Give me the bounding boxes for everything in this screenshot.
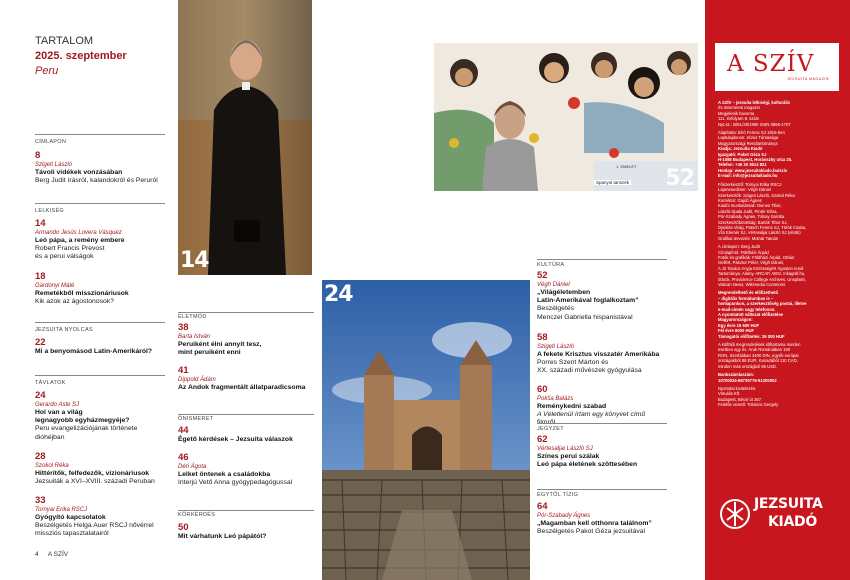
publisher-logo-text1: JEZSUITA xyxy=(754,496,823,512)
impressum-line: Laptulajdonos: Jézus Társasága xyxy=(718,135,779,141)
impressum-line: Vízi Elemér SJ, Vértesaljai László SJ (elnök) xyxy=(718,230,801,236)
impressum-line: E-mail: info@jezsuitakiado.hu xyxy=(718,173,778,179)
impressum-line: Megrendelhető és előfizethető xyxy=(718,290,779,296)
impressum-line: Vatican News, Wikimedia Commons xyxy=(718,282,786,287)
section-onismeret: ÖNISMERET xyxy=(178,416,214,422)
article-subtitle: filmről xyxy=(537,419,556,427)
impressum-line: Tartománya, Alamy, ARCAP, ABSI, Inkagráf.hu, xyxy=(718,271,806,277)
toc-entry-60[interactable] xyxy=(537,384,677,428)
article-subtitle: Porres Szent Márton és xyxy=(537,359,609,367)
impressum-line: esetben egy év. Áruk Romániában 190 xyxy=(718,347,791,353)
article-title: Remetékből misszionáriusok xyxy=(35,290,129,297)
article-subtitle: Beszélgetés Pakot Géza jezsuitával xyxy=(537,528,646,536)
impressum-line: László-Spala Judit, Pintér Klára, xyxy=(718,208,778,214)
impressum-line: Főszerkesztő: Tornyai Erika RSCJ xyxy=(718,181,782,187)
page-number: 52 xyxy=(537,270,548,281)
article-title: Lelket öntenek a családokba xyxy=(178,471,271,478)
impressum-line: Fél évre 8000 HUF xyxy=(718,328,755,334)
publisher-logo xyxy=(720,494,840,540)
article-title: „Magamban kell otthonra találnom” xyxy=(537,520,652,527)
photo-priest xyxy=(178,0,312,275)
article-subtitle: missziós tapasztalatairól xyxy=(35,530,109,538)
impressum-line: Pór-Szabady Ágnes, Tolnay Sarolta xyxy=(718,214,785,220)
article-title: Latin-Amerikával foglalkoztam” xyxy=(537,297,639,305)
article-title: Leó pápa életének szöttesében xyxy=(537,461,638,469)
article-title: Égető kérdések – Jezsuita válaszok xyxy=(178,436,293,443)
article-title: Peruiként élni annyit tesz, xyxy=(178,341,262,348)
article-author: Gerardo Aste SJ xyxy=(35,402,80,408)
toc-entry-22[interactable] xyxy=(35,337,175,356)
photo-page-number: 24 xyxy=(324,282,353,307)
section-tavlatok: TÁVLATOK xyxy=(35,380,66,386)
mural-illustration xyxy=(434,43,698,191)
impressum-line: Nyomdai kivitelezés: xyxy=(718,385,757,391)
impressum-line: Virtuális Kft. xyxy=(718,391,741,397)
page-number: 24 xyxy=(35,390,46,401)
page-number: 38 xyxy=(178,322,189,333)
toc-entry-62[interactable] xyxy=(537,434,677,469)
toc-entry-46[interactable] xyxy=(178,452,318,487)
toc-entry-38[interactable] xyxy=(178,322,318,357)
impressum-line: iStock, Providence College Archives, Unsplash, xyxy=(718,276,806,282)
publisher-emblem-icon xyxy=(720,496,750,532)
page-number: 41 xyxy=(178,365,189,376)
page-number: 62 xyxy=(537,434,548,445)
article-subtitle: Beszélgetés Helga Auer RSCJ nővérrel xyxy=(35,522,154,530)
article-author: Pokša Balázs xyxy=(537,396,574,402)
page-number: 18 xyxy=(35,271,46,282)
page-number: 50 xyxy=(178,522,189,533)
footer xyxy=(35,551,68,558)
toc-entry-52[interactable] xyxy=(537,270,677,322)
page-number: 46 xyxy=(178,452,189,463)
page-number: 22 xyxy=(35,337,46,348)
toc-entry-14[interactable] xyxy=(35,218,175,262)
section-korkerdes: KÖRKÉRDÉS xyxy=(178,512,216,518)
article-title: A fekete Krisztus visszatér Amerikába xyxy=(537,351,660,358)
toc-entry-58[interactable] xyxy=(537,332,677,376)
impressum-line: A nyomtatott változat előfizetése xyxy=(718,312,783,318)
toc-entry-41[interactable] xyxy=(178,365,318,392)
article-author: Barta István xyxy=(178,334,211,340)
article-title: Mit várhatunk Leó pápától? xyxy=(178,533,267,540)
article-author: Vértesaljai László SJ xyxy=(537,446,593,452)
impressum-line: Támogatói előfizetés: 25 000 HUF xyxy=(718,333,785,339)
page-number: 14 xyxy=(35,218,46,229)
impressum-line: Bankszámlaszám: xyxy=(718,372,755,378)
page-number: 58 xyxy=(537,332,548,343)
sign-floor: 1. EMELET xyxy=(616,164,637,169)
sign-department: Spanyol tanszék xyxy=(596,180,630,185)
toc-heading: TARTALOM xyxy=(35,35,94,47)
article-subtitle: Jezsuiták a XVI–XVIII. századi Peruban xyxy=(35,478,155,486)
priest-illustration xyxy=(178,0,312,275)
impressum-line: Budapest, Bécsi út 267. xyxy=(718,396,763,402)
impressum-line: Szerkesztők: Szigeti László, Szokol Réka xyxy=(718,192,795,198)
article-author: Dippold Ádám xyxy=(178,377,216,383)
page-number: 28 xyxy=(35,451,46,462)
article-author: Szigeti László xyxy=(35,162,73,168)
article-subtitle: Beszélgetés xyxy=(537,305,575,313)
article-subtitle: Interjú Vető Anna gyógypedagógussal xyxy=(178,479,293,487)
impressum-line: Fotók és grafikák: Földházi Árpád, Orbán xyxy=(718,254,795,260)
impressum-line: Honlap: www.jezsuitakiado.hu/sziv xyxy=(718,167,788,173)
toc-entry-44[interactable] xyxy=(178,425,318,444)
toc-entry-24[interactable] xyxy=(35,390,175,442)
article-title: „Világéletemben xyxy=(537,289,591,296)
photo-page-number: 52 xyxy=(665,166,694,191)
article-title: Mi a benyomásod Latin-Amerikáról? xyxy=(35,348,153,355)
article-title: Reménykedni szabad xyxy=(537,403,607,410)
toc-entry-33[interactable] xyxy=(35,495,175,539)
article-subtitle: dióhéjban xyxy=(35,433,65,441)
issue-date: 2025. szeptember xyxy=(35,50,127,62)
impressum-line: Grafikai tervezés: Molnár Tamás xyxy=(718,235,778,241)
impressum-line: Kiadói munkatársak: Dienes Tibor, xyxy=(718,203,782,209)
impressum-line: Gellért, Pásztor Péter, Végh Dániel, xyxy=(718,260,785,266)
article-subtitle: Menczel Gabriella hispanistával xyxy=(537,313,633,321)
article-author: Gárdonyi Máté xyxy=(35,283,75,289)
masthead-sidebar xyxy=(705,0,850,580)
article-title: mint peruiként enni xyxy=(178,349,241,357)
church-illustration xyxy=(322,280,530,580)
article-author: Armando Jesús Lovera Vásquez xyxy=(35,230,122,236)
issue-theme: Peru xyxy=(35,65,59,77)
section-jezsuita-nyolcas: JEZSUITA NYOLCAS xyxy=(35,327,93,333)
article-author: Tornyai Erika RSCJ xyxy=(35,507,88,513)
impressum-line: Megjelenik havonta xyxy=(718,110,755,116)
impressum-line: Alapította: Bíró Ferenc SJ 1915-ben xyxy=(718,130,785,136)
impressum-line: Nyt.sz.: B/EL/39/1990 ISSN 0866-1707 xyxy=(718,121,791,127)
logo-box xyxy=(715,43,839,91)
impressum-line: A Jó Tanács Anyja Közösségért Ágoston rendi xyxy=(718,265,804,271)
section-lelkiseg: LELKISÉG xyxy=(35,208,64,214)
impressum-line: Telefon: +36 30 3814 821 xyxy=(718,162,767,168)
page-number: 8 xyxy=(35,150,41,161)
impressum-line: A külföldi megrendelések időtartama minden xyxy=(718,342,801,348)
impressum-line: Szerkesztőbizottság: Bartók Tibor SJ, xyxy=(718,219,788,225)
article-title: Az Andok fragmentált állatparadicsoma xyxy=(178,384,306,391)
impressum xyxy=(718,100,846,408)
article-subtitle: és a perui válságok xyxy=(35,253,94,261)
article-subtitle: Kik azok az ágostonosok? xyxy=(35,298,114,306)
impressum-line: minden más országból 95 USD. xyxy=(718,363,778,369)
impressum-line: Magyarországi Rendtartománya xyxy=(718,140,778,146)
magazine-tagline: JEZSUITA MAGAZIN xyxy=(787,77,829,81)
toc-entry-8[interactable] xyxy=(35,150,175,185)
article-author: Szokol Réka xyxy=(35,463,69,469)
article-title: legnagyobb egyházmegyéje? xyxy=(35,417,130,425)
article-subtitle: A Véletlenül írtam egy könyvet című xyxy=(537,411,646,419)
page-number: 60 xyxy=(537,384,548,395)
page-number: 64 xyxy=(537,501,548,512)
impressum-line: Igazgató: Pakot Géza SJ xyxy=(718,151,767,157)
section-cimlapon: CÍMLAPON xyxy=(35,139,67,145)
impressum-line: honlapunkon, a szerkesztőség postai, illetve xyxy=(718,301,807,307)
article-title: Hol van a világ xyxy=(35,409,83,416)
impressum-line: Felelős vezető: Tolonics Gergely xyxy=(718,402,779,408)
section-eletmod: ÉLETMÓD xyxy=(178,314,207,320)
impressum-line: Címlapfotó: Földházi Árpád xyxy=(718,249,769,255)
impressum-line: Korrektor: Gajdó Ágnes xyxy=(718,197,762,203)
page-number: 33 xyxy=(35,495,46,506)
impressum-line: Kiadja: Jezsuita Kiadó xyxy=(718,146,763,152)
article-subtitle: XX. századi művészek gyógyulása xyxy=(537,367,642,375)
article-subtitle: Robert Francis Prevost xyxy=(35,245,105,253)
impressum-line: 111. évfolyam 9. szám xyxy=(718,116,760,122)
article-author: Szigeti László xyxy=(537,344,575,350)
impressum-line: Magyarországon: xyxy=(718,317,753,323)
impressum-line: – digitális formátumban is – xyxy=(718,295,774,301)
article-subtitle: Berg Judit írásról, kalandokról és Peruról xyxy=(35,177,158,185)
toc-entry-18[interactable] xyxy=(35,271,175,306)
footer-magazine: A SZÍV xyxy=(47,551,69,558)
impressum-line: Dyekiss Virág, Patsch Ferenc SJ, Török Csaba, xyxy=(718,224,807,230)
toc-entry-50[interactable] xyxy=(178,522,318,541)
section-jegyzet: JEGYZET xyxy=(537,426,564,432)
article-title: Színes perui szálak xyxy=(537,453,600,460)
impressum-line: országokból 88 EUR, Kanadából 110 CAD, xyxy=(718,358,798,364)
toc-entry-28[interactable] xyxy=(35,451,175,486)
photo-page-number: 14 xyxy=(180,248,209,273)
impressum-line: Egy évre 15 600 HUF xyxy=(718,322,760,328)
article-author: Déri Ágota xyxy=(178,464,207,470)
section-egytol-tizig: EGYTŐL TÍZIG xyxy=(537,492,579,498)
impressum-line: H-1085 Budapest, Horánszky utca 20. xyxy=(718,157,793,163)
article-title: Hittérítők, felfedezők, vizionáriusok xyxy=(35,470,150,477)
article-subtitle: Peru evangelizációjának története xyxy=(35,425,138,433)
article-title: Távoli vidékek vonzásában xyxy=(35,169,123,176)
publisher-logo-text2: KIADÓ xyxy=(768,514,817,530)
folio: 4 xyxy=(35,551,39,558)
article-author: Végh Dániel xyxy=(537,282,570,288)
impressum-line: e-mail-címén vagy telefonon. xyxy=(718,306,776,312)
impressum-line: A címlapon: Berg Judit xyxy=(718,244,760,250)
impressum-line: és önismereti magazin xyxy=(718,105,760,111)
section-kultura: KULTÚRA xyxy=(537,262,565,268)
toc-entry-64[interactable] xyxy=(537,501,687,536)
page-number: 44 xyxy=(178,425,189,436)
impressum-line: 10700024-68730776-51200002 xyxy=(718,377,777,383)
article-title: Gyógyító kapcsolatok xyxy=(35,514,106,521)
article-title: Leó pápa, a remény embere xyxy=(35,237,125,244)
impressum-line: A SZÍV – jezsuita lelkiségi, kulturális xyxy=(718,100,790,105)
photo-hispanist xyxy=(434,43,698,191)
photo-church xyxy=(322,280,530,580)
article-author: Pór-Szabady Ágnes xyxy=(537,513,591,519)
impressum-line: Lapmenedzser: Végh Dániel xyxy=(718,187,771,193)
magazine-logo: A SZÍV xyxy=(727,51,815,77)
impressum-line: RON, Szerbiában 4400 DIN, egyéb európai xyxy=(718,352,799,358)
